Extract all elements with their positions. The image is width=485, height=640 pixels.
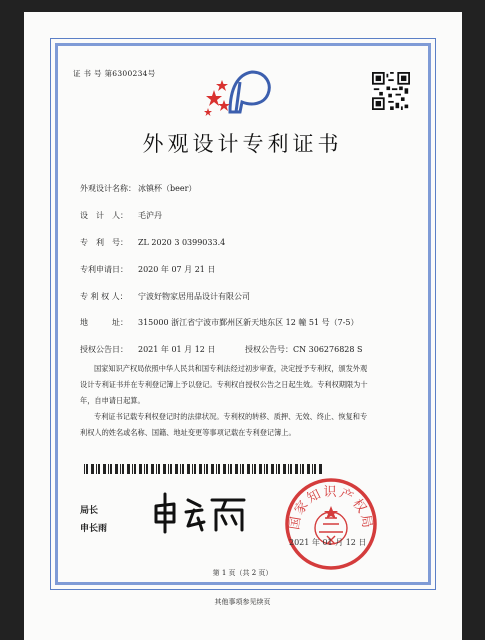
field-label: 授权公告日： bbox=[80, 345, 128, 354]
paragraph-line: 利权人的姓名或名称、国籍、地址变更等事项记载在专利登记簿上。 bbox=[80, 428, 296, 437]
director-title: 局长 bbox=[80, 506, 99, 516]
field-patent-number bbox=[80, 237, 225, 248]
qr-code-icon bbox=[372, 72, 410, 110]
field-filing-date bbox=[80, 264, 215, 275]
field-designer bbox=[80, 210, 162, 221]
field-value: 315000 浙江省宁波市鄞州区新天地东区 12 幢 51 号（7-5） bbox=[138, 318, 359, 327]
field-value: 2021 年 01 月 12 日 bbox=[138, 345, 216, 354]
footnote: 其他事项参见续页 bbox=[214, 598, 271, 606]
certificate-title: 外观设计专利证书 bbox=[142, 132, 343, 156]
field-grant-number bbox=[245, 344, 363, 355]
field-design-name bbox=[80, 183, 196, 194]
page-info: 第 1 页（共 2 页） bbox=[212, 569, 273, 577]
field-grant-date bbox=[80, 344, 215, 355]
field-address bbox=[80, 317, 359, 328]
paragraph-line: 设计专利证书并在专利登记簿上予以登记。专利权自授权公告之日起生效。专利权期限为十 bbox=[80, 380, 368, 389]
paragraph-line: 年，自申请日起算。 bbox=[80, 396, 145, 405]
svg-text:国家知识产权局: 国家知识产权局 bbox=[287, 485, 375, 531]
cnipa-logo-icon bbox=[200, 68, 274, 116]
field-value: ZL 2020 3 0399033.4 bbox=[138, 238, 226, 247]
paragraph-line: 专利证书记载专利权登记时的法律状况。专利权的转移、质押、无效、终止、恢复和专 bbox=[94, 412, 368, 421]
certificate-paragraph-1 bbox=[80, 361, 412, 409]
field-label: 设 计 人： bbox=[80, 211, 128, 220]
field-label: 专 利 号： bbox=[80, 238, 128, 247]
field-label: 地 址： bbox=[80, 318, 128, 327]
field-value: 宁波好物家居用品设计有限公司 bbox=[138, 292, 250, 301]
official-seal bbox=[283, 476, 379, 572]
field-value: 冰镇杯（beer） bbox=[138, 184, 197, 193]
certificate-number: 证 书 号 第6300234号 bbox=[73, 69, 156, 78]
field-value: CN 306276828 S bbox=[293, 345, 363, 354]
director-signature bbox=[150, 490, 250, 536]
barcode-icon bbox=[84, 464, 324, 474]
field-label: 外观设计名称： bbox=[80, 184, 136, 193]
field-label: 专 利 权 人： bbox=[80, 292, 128, 301]
field-value: 2020 年 07 月 21 日 bbox=[138, 265, 216, 274]
seal-date: 2021 年 01 月 12 日 bbox=[289, 538, 367, 547]
field-label: 专利申请日： bbox=[80, 265, 128, 274]
certificate-paragraph-2 bbox=[80, 409, 412, 441]
field-label: 授权公告号： bbox=[245, 345, 293, 354]
paragraph-line: 国家知识产权局依照中华人民共和国专利法经过初步审查，决定授予专利权，颁发外观 bbox=[94, 364, 368, 373]
field-value: 毛沪丹 bbox=[138, 211, 162, 220]
field-patentee bbox=[80, 291, 250, 302]
director-name: 申长雨 bbox=[80, 524, 108, 534]
